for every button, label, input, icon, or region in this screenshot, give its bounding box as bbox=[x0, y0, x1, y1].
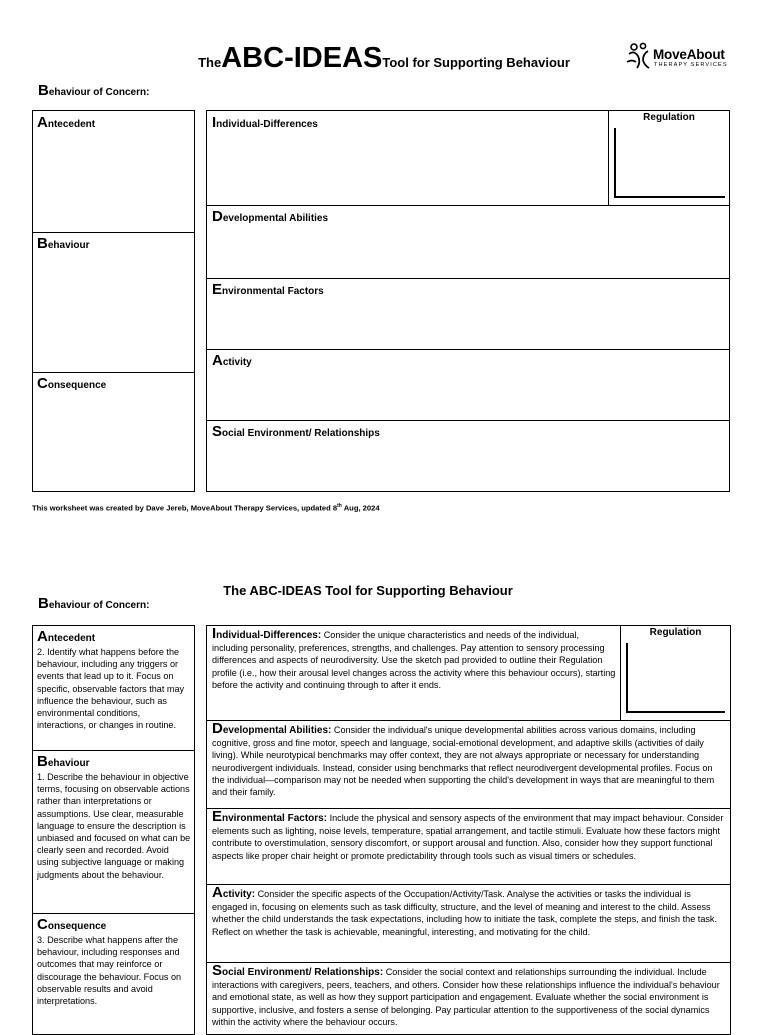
abc-divider bbox=[33, 232, 194, 233]
worksheet-credit: This worksheet was created by Dave Jereb, MoveAbout Therapy Services, updated 8th Aug, 2024 bbox=[32, 503, 380, 513]
ideas-divider bbox=[207, 808, 730, 809]
behaviour-cell bbox=[37, 753, 191, 881]
regulation-divider bbox=[620, 626, 621, 720]
abc-divider bbox=[33, 750, 194, 751]
developmental-abilities-description: Consider the individual's unique developmental abilities across various domains, including cognitive, gross and fine motor, speech and language, social-emotional development, and adaptive skills (activities of daily living). While neurotypical benchmarks may offer context, they are not always appropriate or necessary for understanding neurodivergent individuals. Instead, consider using benchmarks that reflect neurodivergent developmental profiles. Focus on the individual—comparison may not be needed when supporting the child's development in ways that are meaningful to them and their family. bbox=[212, 725, 715, 798]
ideas-divider bbox=[207, 720, 730, 721]
consequence-heading: Consequence bbox=[37, 916, 107, 933]
behaviour-heading: Behaviour bbox=[37, 753, 90, 770]
developmental-abilities-cell: Developmental Abilities: Consider the individual's unique developmental abilities across various domains, including cognitive, gross and fine motor, speech and language, social-emotional development, and adaptive skills (activities of daily living). While neurotypical benchmarks may offer context, they are not always appropriate or necessary for understanding neurodivergent individuals. Instead, consider using benchmarks that reflect neurodivergent developmental profiles. Focus on the individual—comparison may not be needed when supporting the child's development in ways that are meaningful to them and their family. bbox=[212, 720, 715, 798]
regulation-label-2: Regulation bbox=[649, 627, 702, 638]
ideas-column bbox=[206, 110, 730, 492]
title-suffix: Tool for Supporting Behaviour bbox=[382, 55, 570, 70]
antecedent-heading: Antecedent bbox=[37, 114, 96, 131]
environmental-factors-description: Include the physical and sensory aspects of the environment that may impact behaviour. Consider elements such as lighting, noise levels, temperature, spatial arrangement, and tactile stimuli. Evaluate how these factors might contribute to overstimulation, sensory discomfort, or support arousal and function. Also, consider how they support functional aspects like proper chair height or promote predictability through tools such as visual timers or schedules. bbox=[212, 813, 724, 861]
antecedent-description: 2. Identify what happens before the behaviour, including any triggers or events that lead up to it. Focus on specific, observable factors that may influence the behaviour, such as environmental conditions, interactions, or changes in routine. bbox=[37, 647, 185, 731]
ideas-divider bbox=[207, 205, 729, 206]
regulation-sketch-axis-x bbox=[626, 711, 725, 713]
environmental-factors-heading: Environmental Factors bbox=[212, 281, 324, 298]
regulation-divider bbox=[608, 111, 609, 205]
ideas-divider bbox=[207, 962, 730, 963]
ideas-divider bbox=[207, 420, 729, 421]
social-environment-heading: Social Environment/ Relationships bbox=[212, 423, 380, 440]
behaviour-heading: Behaviour bbox=[37, 235, 90, 252]
abc-divider bbox=[33, 913, 194, 914]
title-prefix: The bbox=[198, 55, 222, 70]
abc-column bbox=[32, 110, 195, 492]
regulation-sketch-axis-y bbox=[614, 128, 616, 197]
regulation-label: Regulation bbox=[643, 112, 695, 123]
ideas-divider bbox=[207, 884, 730, 885]
consequence-cell bbox=[37, 916, 191, 1007]
individual-differences-description: Consider the unique characteristics and needs of the individual, including personality, preferences, strengths, and challenges. Pay attention to sensory processing differences and aspects of neurodiversity. Use the sketch pad provided to outline their Regulation profile (i.e., how their arousal level changes across the activity where this behaviour occurs), starting before the activity and continuing through to after it ends. bbox=[212, 630, 616, 690]
regulation-sketch-axis-y bbox=[626, 643, 628, 712]
kids-logo-icon bbox=[626, 42, 652, 70]
abc-divider bbox=[33, 372, 194, 373]
abc-column-2 bbox=[32, 625, 195, 1035]
individual-differences-heading: Individual-Differences bbox=[212, 114, 318, 131]
title-main: ABC-IDEAS bbox=[221, 42, 383, 74]
consequence-heading: Consequence bbox=[37, 375, 107, 392]
ideas-column-2 bbox=[206, 625, 731, 1035]
logo-name: MoveAbout bbox=[653, 47, 725, 62]
social-environment-cell: Social Environment/ Relationships: Consider the social context and relationships surrounding the individual. Include interactions with caregivers, peers, teachers, and others. Consider how these relationships influence the individual's behaviour and emotional state, as well as how they support participation and engagement. Evaluate whether the social environment is supportive, inclusive, and fosters a sense of belonging. Pay particular attention to the supportiveness of the social dynamics within the activity where the behaviour occurs. bbox=[212, 962, 720, 1027]
behaviour-of-concern-label-2: Behaviour of Concern: bbox=[38, 595, 150, 612]
ideas-divider bbox=[207, 349, 729, 350]
moveabout-logo bbox=[626, 42, 728, 72]
social-environment-description: Consider the social context and relationships surrounding the individual. Include interactions with caregivers, peers, teachers, and others. Consider how these relationships influence the individual's behaviour and emotional state, as well as how they support participation and engagement. Evaluate whether the social environment is supportive, inclusive, and fosters a sense of belonging. Pay particular attention to the supportiveness of the social dynamics within the activity where the behaviour occurs. bbox=[212, 967, 720, 1027]
antecedent-cell bbox=[37, 628, 191, 731]
behaviour-description: 1. Describe the behaviour in objective terms, focusing on observable actions rather than interpretations or assumptions. Use clear, measurable language to ensure the description is unbiased and focused on what can be clearly seen and recorded. Avoid using subjective language or making judgments about the behaviour. bbox=[37, 772, 191, 880]
ideas-divider bbox=[207, 278, 729, 279]
developmental-abilities-heading: Developmental Abilities bbox=[212, 208, 329, 225]
individual-differences-cell: Individual-Differences: Consider the unique characteristics and needs of the individual, including personality, preferences, strengths, and challenges. Pay attention to sensory processing differences and aspects of neurodiversity. Use the sketch pad provided to outline their Regulation profile (i.e., how their arousal level changes across the activity where this behaviour occurs), starting before the activity and continuing through to after it ends. bbox=[212, 625, 616, 690]
activity-heading: Activity bbox=[212, 352, 252, 369]
logo-sub: THERAPY SERVICES bbox=[654, 62, 728, 68]
environmental-factors-cell: Environmental Factors: Include the physical and sensory aspects of the environment that may impact behaviour. Consider elements such as lighting, noise levels, temperature, spatial arrangement, and tactile stimuli. Evaluate how these factors might contribute to overstimulation, sensory discomfort, or support arousal and function. Also, consider how they support functional aspects like proper chair height or promote predictability through tools such as visual timers or schedules. bbox=[212, 808, 724, 861]
activity-cell: Activity: Consider the specific aspects of the Occupation/Activity/Task. Analyse the activities or tasks the individual is engaged in, focusing on elements such as task difficulty, structure, and the level of meaning and interest to the child. Assess whether the child understands the task expectations, including how to initiate the task, complete the steps, and finish the task. Reflect on whether the task is achievable, meaningful, interesting, and motivating for the child. bbox=[212, 884, 718, 937]
page-2-title: The ABC-IDEAS Tool for Supporting Behaviour bbox=[223, 583, 513, 598]
activity-description: Consider the specific aspects of the Occupation/Activity/Task. Analyse the activities or tasks the individual is engaged in, focusing on elements such as task difficulty, structure, and the level of meaning and interest to the child. Assess whether the child understands the task expectations, including how to initiate the task, complete the steps, and finish the task. Reflect on whether the task is achievable, meaningful, interesting, and motivating for the child. bbox=[212, 889, 718, 937]
regulation-sketch-axis-x bbox=[614, 196, 725, 198]
antecedent-heading: Antecedent bbox=[37, 628, 96, 645]
consequence-description: 3. Describe what happens after the behaviour, including responses and outcomes that may reinforce or discourage the behaviour. Focus on observable results and avoid interpretations. bbox=[37, 935, 182, 1007]
behaviour-of-concern-label: Behaviour of Concern: bbox=[38, 82, 150, 99]
